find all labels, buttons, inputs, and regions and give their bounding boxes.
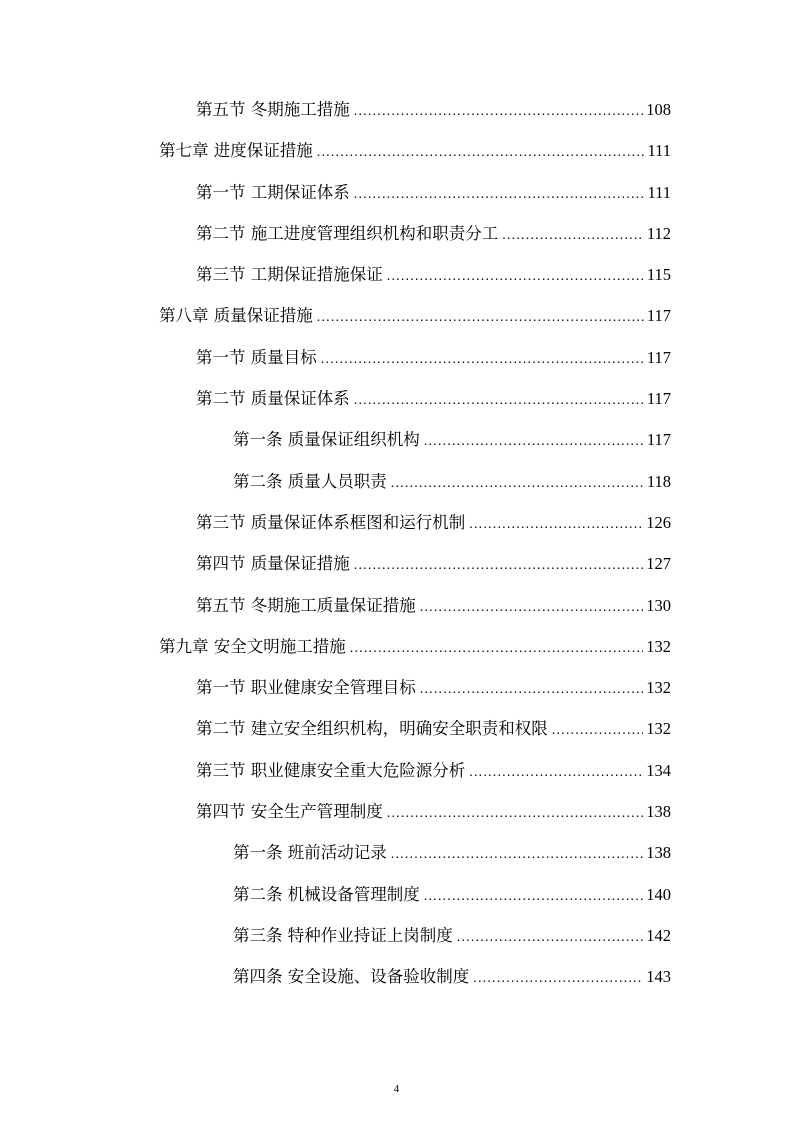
toc-entry[interactable] bbox=[0, 213, 793, 254]
toc-entry-label: 第三节 职业健康安全重大危险源分析 bbox=[196, 760, 466, 780]
toc-entry[interactable] bbox=[0, 543, 793, 584]
toc-leader-dots bbox=[354, 380, 644, 421]
toc-entry[interactable] bbox=[0, 502, 793, 543]
page-number: 4 bbox=[393, 1083, 400, 1095]
toc-entry[interactable] bbox=[0, 956, 793, 997]
toc-entry-page: 117 bbox=[646, 389, 671, 409]
toc-entry-label: 第三节 工期保证措施保证 bbox=[196, 265, 383, 285]
toc-entry[interactable] bbox=[0, 378, 793, 419]
toc-leader-dots bbox=[469, 752, 643, 793]
toc-entry-page: 143 bbox=[646, 967, 671, 987]
toc-entry-page: 130 bbox=[646, 595, 671, 615]
toc-entry-label: 第七章 进度保证措施 bbox=[159, 141, 313, 161]
toc-leader-dots bbox=[350, 628, 644, 669]
toc-entry-page: 132 bbox=[646, 678, 671, 698]
toc-entry-label: 第二节 质量保证体系 bbox=[196, 389, 350, 409]
toc-entry-page: 115 bbox=[646, 265, 671, 285]
toc-entry-label: 第四节 安全生产管理制度 bbox=[196, 802, 383, 822]
toc-leader-dots bbox=[473, 958, 643, 999]
toc-entry[interactable] bbox=[0, 337, 793, 378]
toc-entry-page: 108 bbox=[646, 100, 671, 119]
toc-leader-dots bbox=[424, 421, 644, 462]
toc-entry-label: 第一节 工期保证体系 bbox=[196, 182, 350, 202]
toc-entry-page: 134 bbox=[646, 760, 671, 780]
toc-entry-label: 第二条 质量人员职责 bbox=[233, 471, 387, 491]
toc-entry-page: 138 bbox=[646, 843, 671, 863]
toc-leader-dots bbox=[387, 256, 644, 297]
toc-leader-dots bbox=[317, 297, 644, 338]
toc-entry[interactable] bbox=[0, 750, 793, 791]
toc-leader-dots bbox=[321, 339, 644, 380]
toc-entry-page: 126 bbox=[646, 512, 671, 532]
toc-entry-label: 第二节 建立安全组织机构，明确安全职责和权限 bbox=[196, 719, 548, 739]
toc-entry[interactable] bbox=[0, 667, 793, 708]
toc-leader-dots bbox=[391, 834, 644, 875]
toc-entry[interactable] bbox=[0, 254, 793, 295]
toc-entry[interactable] bbox=[0, 915, 793, 956]
toc-entry-page: 117 bbox=[646, 306, 671, 326]
toc-entry[interactable] bbox=[0, 461, 793, 502]
toc-leader-dots bbox=[354, 545, 644, 586]
toc-entry-label: 第四节 质量保证措施 bbox=[196, 554, 350, 574]
toc-entry-label: 第五节 冬期施工措施 bbox=[196, 100, 350, 119]
toc-entry-label: 第五节 冬期施工质量保证措施 bbox=[196, 595, 416, 615]
toc-entry[interactable] bbox=[0, 708, 793, 749]
toc-leader-dots bbox=[420, 587, 644, 628]
toc-entry[interactable] bbox=[0, 89, 793, 130]
toc-entry[interactable] bbox=[0, 874, 793, 915]
toc-entry-page: 140 bbox=[646, 884, 671, 904]
toc-entry-page: 111 bbox=[647, 182, 671, 202]
toc-entry-label: 第二节 施工进度管理组织机构和职责分工 bbox=[196, 223, 499, 243]
toc-leader-dots bbox=[387, 793, 644, 834]
toc-entry-page: 112 bbox=[646, 223, 671, 243]
toc-leader-dots bbox=[391, 463, 644, 504]
toc-entry-label: 第八章 质量保证措施 bbox=[159, 306, 313, 326]
toc-leader-dots bbox=[469, 504, 643, 545]
toc-entry[interactable] bbox=[0, 172, 793, 213]
toc-entry-page: 132 bbox=[646, 636, 671, 656]
toc-entry-page: 127 bbox=[646, 554, 671, 574]
toc-entry[interactable] bbox=[0, 419, 793, 460]
toc-entry-label: 第二条 机械设备管理制度 bbox=[233, 884, 420, 904]
toc-entry-page: 118 bbox=[646, 471, 671, 491]
toc-entry-label: 第一节 职业健康安全管理目标 bbox=[196, 678, 416, 698]
toc-entry-label: 第四条 安全设施、设备验收制度 bbox=[233, 967, 470, 987]
toc-entry[interactable] bbox=[0, 130, 793, 171]
toc-entry-page: 132 bbox=[646, 719, 671, 739]
toc-entry[interactable] bbox=[0, 832, 793, 873]
toc-entry[interactable] bbox=[0, 626, 793, 667]
toc-entry[interactable] bbox=[0, 295, 793, 336]
toc-entry-page: 138 bbox=[646, 802, 671, 822]
toc-leader-dots bbox=[502, 215, 644, 256]
toc-entry-page: 117 bbox=[646, 430, 671, 450]
toc-entry-label: 第三条 特种作业持证上岗制度 bbox=[233, 925, 453, 945]
toc-entry-page: 117 bbox=[646, 347, 671, 367]
toc-entry-label: 第三节 质量保证体系框图和运行机制 bbox=[196, 512, 466, 532]
toc-entry-page: 111 bbox=[647, 141, 671, 161]
table-of-contents bbox=[0, 89, 793, 998]
toc-entry-page: 142 bbox=[646, 925, 671, 945]
toc-leader-dots bbox=[420, 669, 644, 710]
toc-entry[interactable] bbox=[0, 791, 793, 832]
toc-leader-dots bbox=[354, 91, 644, 132]
toc-leader-dots bbox=[354, 174, 645, 215]
toc-entry[interactable] bbox=[0, 585, 793, 626]
toc-leader-dots bbox=[317, 132, 645, 173]
toc-leader-dots bbox=[457, 917, 644, 958]
toc-entry-label: 第一条 班前活动记录 bbox=[233, 843, 387, 863]
toc-entry-label: 第一条 质量保证组织机构 bbox=[233, 430, 420, 450]
toc-entry-label: 第一节 质量目标 bbox=[196, 347, 317, 367]
toc-leader-dots bbox=[552, 710, 644, 751]
toc-entry-label: 第九章 安全文明施工措施 bbox=[159, 636, 346, 656]
toc-leader-dots bbox=[424, 876, 644, 917]
